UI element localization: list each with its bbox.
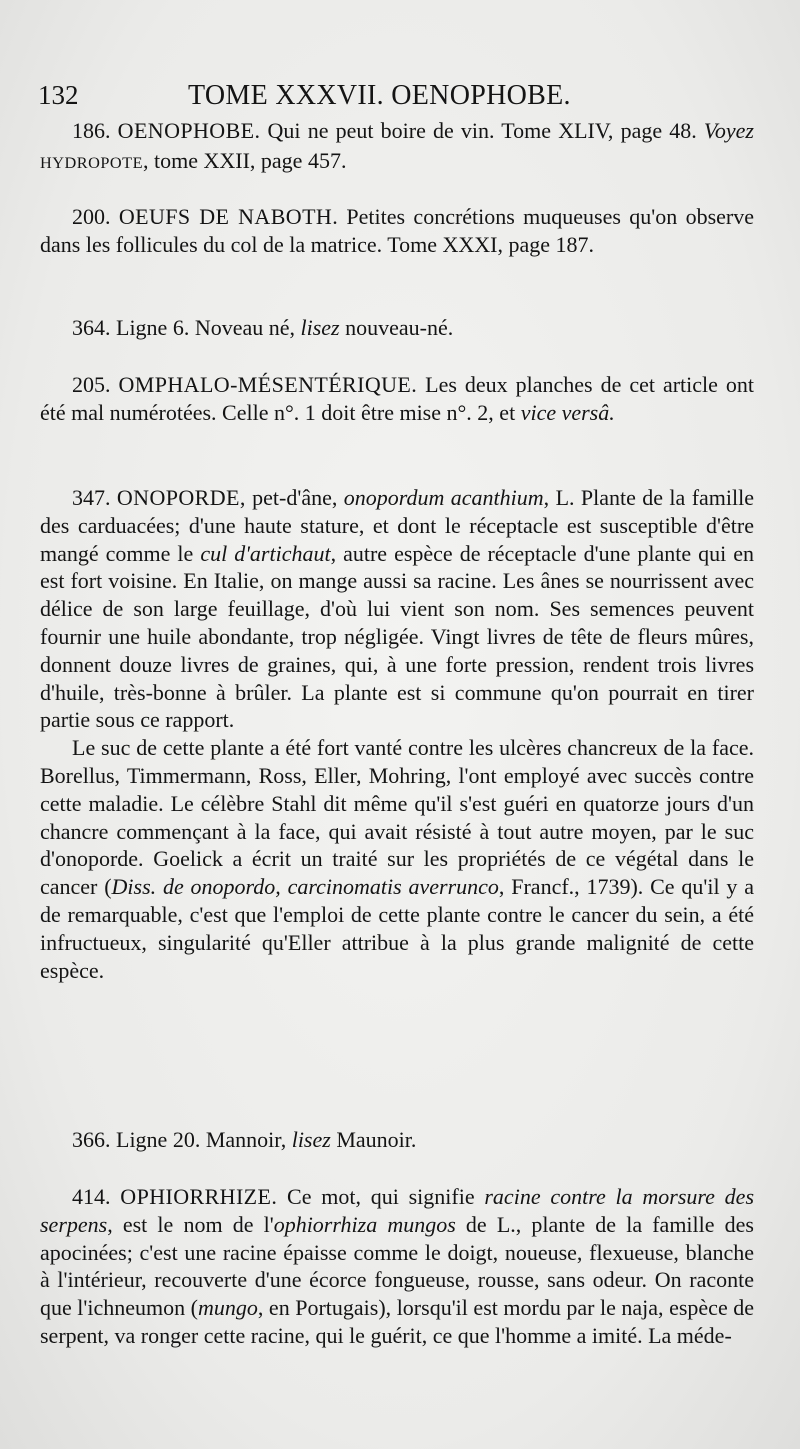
entry-ophiorrhize <box>40 1183 754 1350</box>
entry-oeufs-de-naboth <box>40 203 754 259</box>
entry-italic: onopordum acanthium <box>343 485 544 510</box>
entry-text: pet-d'âne, <box>245 485 344 510</box>
entry-number: 205. <box>72 372 111 397</box>
entry-number: 414. <box>72 1184 111 1209</box>
entry-italic: Voyez <box>703 118 754 143</box>
entry-text: , L. Plante de la famille des carduacées; d'une haute stature, et dont le réceptacle est susceptible d'être mangé comme le <box>40 485 754 566</box>
entry-text: , tome XXII, page 457. <box>143 147 347 173</box>
entry-headword: OMPHALO-MÉSENTÉRIQUE. <box>118 372 418 397</box>
entry-headword: OENOPHOBE. <box>117 118 261 143</box>
running-title: TOME XXXVII. OENOPHOBE. <box>188 80 571 111</box>
entry-italic: ophiorrhiza mungos <box>273 1211 456 1237</box>
cross-reference: HYDROPOTE <box>40 152 143 172</box>
entry-text: Petites concrétions muqueuses qu'on observe dans les follicules du col de la matrice. Tome XXXI, page 187. <box>40 204 754 257</box>
entry-italic: Diss. de onopordo, carcinomatis averrunco <box>111 874 499 900</box>
entry-text: Ce mot, qui signifie <box>277 1184 485 1209</box>
entry-headword: ONOPORDE, <box>116 485 246 510</box>
entry-erratum-366 <box>40 1126 754 1154</box>
entry-number: 347. <box>72 485 111 510</box>
entry-text: , en Portugais), lorsqu'il est mordu par le naja, espèce de serpent, va ronger cette racine, qui le guérit, ce que l'homme a imité. La méde- <box>40 1295 755 1348</box>
entry-italic: cul d'artichaut <box>200 540 331 566</box>
entry-number: 366. <box>72 1127 111 1152</box>
entry-number: 200. <box>72 204 111 229</box>
entry-headword: OEUFS DE NABOTH. <box>118 204 339 229</box>
entry-omphalo-mesenterique <box>40 371 754 427</box>
entry-text: , est le nom de l' <box>107 1211 274 1237</box>
entry-italic: mungo <box>198 1295 258 1321</box>
entry-text: de L., plante de la famille des apocinées; c'est une racine épaisse comme le doigt, noueuse, flexueuse, blanche à l'intérieur, recouverte d'une écorce fongueuse, rousse, sans odeur. On raconte que l'ichneumon ( <box>40 1211 754 1321</box>
entry-italic: lisez <box>300 315 340 340</box>
entry-italic: racine contre la morsure des serpens <box>40 1184 755 1237</box>
entry-text: Les deux planches de cet article ont été mal numérotées. Celle n°. 1 doit être mise n°. 2, et <box>40 372 754 425</box>
entry-erratum-364 <box>40 314 754 342</box>
entry-text: , Francf., 1739). Ce qu'il y a de remarquable, c'est que l'emploi de cette plante contre le cancer du sein, a été infructueux, singularité qu'Eller attribue à la plus grande malignité de cette espèce. <box>40 874 754 983</box>
entry-number: 186. <box>72 118 111 143</box>
entry-text: Ligne 20. Mannoir, <box>110 1127 292 1152</box>
entry-oenophobe <box>40 117 754 177</box>
page-header <box>38 80 758 120</box>
entry-text: , autre espèce de réceptacle d'une plante qui en est fort voisine. En Italie, on mange aussi sa racine. Les ânes se nourrissent avec délice de son large feuillage, d'où lui vient son nom. Ses semences peuvent fournir une huile abondante, trop négligée. Vingt livres de tête de fleurs mûres, donnent douze livres de graines, qui, à une forte pression, rendent trois livres d'huile, très-bonne à brûler. La plante est si commune qu'on pourrait en tirer partie sous ce rapport. <box>40 540 755 733</box>
entry-text: Le suc de cette plante a été fort vanté contre les ulcères chancreux de la face. Borellus, Timmermann, Ross, Eller, Mohring, l'ont employé avec succès contre cette maladie. Le célèbre Stahl dit même qu'il s'est guéri en quatorze jours d'un chancre commençant à la face, qui avait résisté à tout autre moyen, par le suc d'onoporde. Goelick a écrit un traité sur les propriétés de ce végétal dans le cancer ( <box>40 735 754 900</box>
entry-text: Qui ne peut boire de vin. Tome XLIV, page 48. <box>260 118 704 143</box>
page-number: 132 <box>38 80 79 110</box>
entry-italic: lisez <box>291 1127 331 1152</box>
entry-number: 364. <box>72 315 111 340</box>
entry-text: nouveau-né. <box>339 315 454 340</box>
entry-headword: OPHIORRHIZE. <box>120 1184 278 1209</box>
entry-onoporde <box>40 484 754 984</box>
entry-italic: vice versâ. <box>520 399 615 425</box>
entry-text: Maunoir. <box>330 1127 417 1152</box>
entry-text: Ligne 6. Noveau né, <box>110 315 301 340</box>
